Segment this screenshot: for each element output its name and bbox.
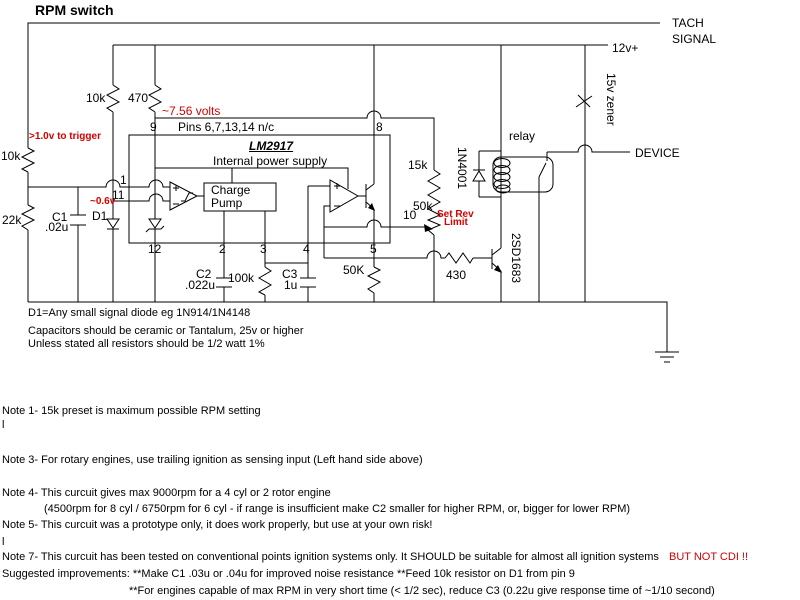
transistor-2sd1683-label: 2SD1683 <box>509 233 524 284</box>
feedback-setpoint-wire <box>324 206 433 258</box>
relay-label: relay <box>509 129 536 143</box>
transistor-2sd1683-symbol <box>492 248 502 302</box>
internal-transistor-symbol <box>366 184 375 211</box>
pin10-label: 10 <box>403 208 417 222</box>
base-drive-430-wire <box>324 251 492 263</box>
pin9-label: 9 <box>150 120 157 134</box>
resistor-10k-top-label: 10k <box>86 91 106 105</box>
pin1-label: 1 <box>120 173 127 187</box>
note-4b: (4500rpm for 8 cyl / 6750rpm for 6 cyl - if range is insufficient make C2 smaller for higher RPM, or, bigger for lower RPM) <box>44 503 631 515</box>
note-5: Note 5- This curcuit was a prototype only, it does work properly, but use at your own risk! <box>2 519 433 531</box>
stray-char-2: l <box>2 536 5 548</box>
diode-1n4001-label: 1N4001 <box>455 147 470 190</box>
note-1: Note 1- 15k preset is maximum possible RPM setting <box>2 405 261 417</box>
trigger-annotation: >1.0v to trigger <box>29 131 101 142</box>
resistor-10k-input-label: 10k <box>1 149 21 163</box>
diode-d1-label: D1 <box>92 209 108 223</box>
pin8-label: 8 <box>376 120 383 134</box>
resistor-430-label: 430 <box>446 268 467 282</box>
ground-symbol <box>655 352 679 362</box>
build-note-3: Unless stated all resistors should be 1/2 watt 1% <box>28 338 265 350</box>
resistor-100k-label: 100k <box>228 271 255 285</box>
zener-15v-label: 15v zener <box>604 73 619 126</box>
note-4: Note 4- This curcuit gives max 9000rpm for a 4 cyl or 2 rotor engine <box>2 487 331 499</box>
pin2-label: 2 <box>219 242 226 256</box>
build-note-2: Capacitors should be ceramic or Tantalum, 25v or higher <box>28 325 304 337</box>
pin12-label: 12 <box>148 242 162 256</box>
capacitor-c2-symbol <box>216 211 232 302</box>
resistor-470-label: 470 <box>128 91 149 105</box>
pin5-label: 5 <box>370 242 377 256</box>
pin4-label: 4 <box>303 242 310 256</box>
build-note-1: D1=Any small signal diode eg 1N914/1N4148 <box>28 307 251 319</box>
zener-15v-symbol <box>576 45 592 302</box>
set-rev-annotation-2: Limit <box>444 217 468 228</box>
capacitor-c2-label: C2 <box>196 267 212 281</box>
capacitor-c3-value: 1u <box>284 278 298 292</box>
bias-10k-column <box>107 45 119 201</box>
device-label: DEVICE <box>635 146 680 160</box>
resistor-15k-label: 15k <box>408 158 428 172</box>
capacitor-c1-label: C1 <box>52 210 68 224</box>
note-3: Note 3- For rotary engines, use trailing ignition as sensing input (Left hand side above) <box>2 454 423 466</box>
opamp1-symbol <box>170 182 204 210</box>
tach-signal-label-1: TACH <box>672 16 704 30</box>
resistor-22k-label: 22k <box>2 213 22 227</box>
relay-coil-symbol <box>494 159 510 194</box>
note-7: Note 7- This curcuit has been tested on conventional points ignition systems only. It SHOULD be suitable for almost all ignition systems <box>2 551 659 563</box>
pin3-label: 3 <box>260 242 267 256</box>
page-title: RPM switch <box>35 2 114 18</box>
capacitor-c1-symbol <box>70 187 86 302</box>
diode-d1-symbol <box>107 201 119 302</box>
set-rev-annotation-1: Set Rev <box>437 209 474 220</box>
ic-name-label: LM2917 <box>249 139 294 153</box>
internal-supply-label: Internal power supply <box>213 154 328 168</box>
pot-50k-label: 50k <box>413 199 433 213</box>
pin9-zener-column <box>146 118 164 302</box>
capacitor-c1-value: .02u <box>45 220 69 234</box>
note-9: **For engines capable of max RPM in very short time (< 1/2 sec), reduce C3 (0.22u give response time of ~1/10 second) <box>129 585 715 597</box>
pot-50k-symbol <box>428 212 440 302</box>
charge-pump-label-1: Charge <box>211 183 251 197</box>
input-divider-10k-22k <box>22 148 34 302</box>
charge-pump-label-2: Pump <box>211 196 243 210</box>
voltage-7v56-annotation: ~7.56 volts <box>162 104 221 118</box>
capacitor-c3-label: C3 <box>282 267 298 281</box>
tach-signal-rail <box>28 23 660 148</box>
supply-12v-label: 12v+ <box>612 41 639 55</box>
capacitor-c2-value: .022u <box>185 278 216 292</box>
pins-nc-label: Pins 6,7,13,14 n/c <box>178 120 275 134</box>
pin11-label: 11 <box>112 188 125 202</box>
pin1-input-wire <box>28 180 170 187</box>
resistor-50k-emitter-label: 50K <box>343 263 365 277</box>
voltage-0v6-annotation: ~0.6v <box>90 196 116 207</box>
not-cdi-annotation: BUT NOT CDI !! <box>669 551 749 563</box>
note-8: Suggested improvements: **Make C1 .03u or .04u for improved noise resistance **Feed 10k resistor on D1 from pin 9 <box>2 568 575 580</box>
device-wire <box>547 145 630 152</box>
relay-switch-contact <box>539 152 547 302</box>
tach-signal-label-2: SIGNAL <box>672 32 717 46</box>
resistor-470-column <box>149 45 161 118</box>
stray-char-1: l <box>2 419 5 431</box>
